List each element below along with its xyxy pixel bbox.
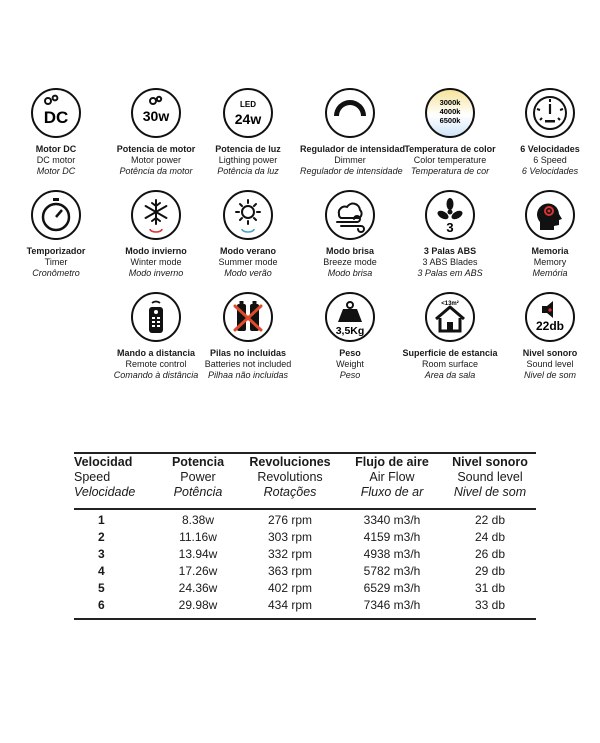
batteries-not-included-icon [223, 292, 273, 342]
header-es: Revoluciones [249, 455, 331, 469]
feature-name-en: Summer mode [218, 257, 278, 267]
cell-sound: 29 db [474, 564, 506, 578]
feature-name-pt: Modo verão [224, 268, 272, 278]
feature-name-en: 6 Speed [533, 155, 567, 165]
cell-speed: 5 [98, 581, 105, 595]
header-pt: Fluxo de ar [360, 485, 424, 499]
cell-sound: 26 db [474, 547, 506, 561]
sun-icon [223, 190, 273, 240]
table-header-rule [74, 508, 536, 510]
cell-airflow: 4938 m3/h [363, 547, 421, 561]
feature-name-es: Nivel sonoro [522, 348, 578, 358]
snowflake-icon [131, 190, 181, 240]
cell-speed: 4 [98, 564, 105, 578]
feature-name-es: Modo brisa [325, 246, 374, 256]
feature-memory [500, 190, 600, 279]
header-es: Flujo de aire [355, 455, 429, 469]
fan-blades-icon [425, 190, 475, 240]
feature-name-es: Modo verano [219, 246, 276, 256]
table-header-row [74, 455, 536, 500]
cell-power: 13.94w [178, 547, 218, 561]
blade-count: 3 [446, 220, 454, 235]
cell-speed: 2 [98, 530, 105, 544]
dc-motor-icon [31, 88, 81, 138]
feature-name-es: Potencia de motor [116, 144, 196, 154]
table-row [74, 529, 536, 546]
color-temperature-icon [425, 88, 475, 138]
area-glyph: <13m² [441, 301, 459, 307]
feature-name-en: DC motor [36, 155, 76, 165]
feature-name-pt: Modo brisa [327, 268, 373, 278]
table-top-rule [74, 452, 536, 454]
header-en: Sound level [457, 470, 523, 484]
breeze-icon [325, 190, 375, 240]
feature-dc-motor [6, 88, 106, 177]
feature-name-es: Peso [339, 348, 361, 358]
feature-name-pt: Memória [532, 268, 568, 278]
memory-head-icon [525, 190, 575, 240]
feature-motor-power [106, 88, 206, 177]
feature-name-en: Winter mode [130, 257, 182, 267]
header-es: Nivel sonoro [452, 455, 528, 469]
cell-power: 17.26w [178, 564, 218, 578]
light-power-glyph: 24w [234, 111, 262, 127]
feature-name-pt: 3 Palas em ABS [417, 268, 483, 278]
feature-name-pt: Regulador de intensidade [300, 166, 403, 176]
feature-name-pt: Cronômetro [32, 268, 80, 278]
header-en: Air Flow [369, 470, 415, 484]
table-body [74, 500, 536, 614]
header-en: Power [180, 470, 216, 484]
temp-4000: 4000k [439, 107, 461, 116]
header-revolutions [240, 455, 340, 500]
cell-airflow: 4159 m3/h [363, 530, 421, 544]
feature-name-pt: Potência da motor [119, 166, 193, 176]
feature-name-es: Regulador de intensidad [300, 144, 406, 154]
feature-name-es: Memoria [531, 246, 569, 256]
cell-sound: 22 db [474, 513, 506, 527]
header-pt: Nivel de som [453, 485, 527, 499]
header-power [156, 455, 240, 500]
feature-remote-control [106, 292, 206, 381]
feature-row [0, 292, 600, 394]
feature-name-es: 3 Palas ABS [423, 246, 477, 256]
sound-glyph: 22db [535, 319, 565, 333]
cell-rpm: 332 rpm [267, 547, 313, 561]
feature-name-en: Color temperature [413, 155, 487, 165]
header-pt: Rotações [263, 485, 317, 499]
feature-grid [0, 88, 600, 394]
feature-name-en: Memory [533, 257, 567, 267]
cell-rpm: 363 rpm [267, 564, 313, 578]
feature-name-es: Motor DC [35, 144, 77, 154]
cell-airflow: 5782 m3/h [363, 564, 421, 578]
feature-name-en: Sound level [526, 359, 574, 369]
table-row [74, 597, 536, 614]
feature-name-en: Motor power [130, 155, 182, 165]
feature-name-pt: Area da sala [424, 370, 476, 380]
cell-power: 29.98w [178, 598, 218, 612]
feature-name-es: Superficie de estancia [402, 348, 498, 358]
feature-winter-mode [106, 190, 206, 279]
feature-name-en: Breeze mode [323, 257, 377, 267]
feature-color-temperature [400, 88, 500, 177]
cell-airflow: 3340 m3/h [363, 513, 421, 527]
header-pt: Velocidade [74, 485, 136, 499]
speed-spec-table [74, 455, 536, 614]
feature-name-pt: Peso [339, 370, 361, 380]
cell-power: 11.16w [179, 530, 217, 544]
feature-name-es: 6 Velocidades [520, 144, 580, 154]
feature-row [0, 88, 600, 190]
remote-control-icon [131, 292, 181, 342]
header-pt: Potência [173, 485, 223, 499]
timer-icon [31, 190, 81, 240]
feature-name-en: Dimmer [334, 155, 366, 165]
feature-speeds [500, 88, 600, 177]
speed-gauge-icon [525, 88, 575, 138]
feature-name-en: Ligthing power [218, 155, 278, 165]
feature-name-pt: Nivel de som [523, 370, 577, 380]
feature-name-en: Batteries not included [204, 359, 292, 369]
weight-glyph: 3,5Kg [335, 325, 365, 337]
feature-name-es: Temperatura de color [404, 144, 496, 154]
feature-name-pt: Modo inverno [128, 268, 184, 278]
feature-light-power [198, 88, 298, 177]
feature-name-en: Room surface [421, 359, 479, 369]
feature-name-es: Modo invierno [125, 246, 187, 256]
table-row [74, 546, 536, 563]
feature-name-es: Pilas no incluidas [209, 348, 287, 358]
header-en: Speed [74, 470, 111, 484]
dc-glyph: DC [43, 108, 69, 127]
feature-breeze-mode [300, 190, 400, 279]
feature-dimmer [300, 88, 406, 177]
cell-speed: 6 [98, 598, 105, 612]
led-label: LED [240, 100, 256, 109]
led-power-icon [223, 88, 273, 138]
cell-sound: 33 db [474, 598, 506, 612]
header-en: Revolutions [257, 470, 323, 484]
cell-power: 24.36w [178, 581, 218, 595]
motor-power-glyph: 30w [142, 108, 170, 124]
feature-name-en: Weight [336, 359, 364, 369]
feature-weight [300, 292, 400, 381]
feature-name-en: Remote control [125, 359, 187, 369]
header-es: Velocidad [74, 455, 133, 469]
feature-timer [6, 190, 106, 279]
cell-rpm: 402 rpm [267, 581, 313, 595]
feature-name-es: Mando a distancia [116, 348, 196, 358]
feature-name-pt: Potência da luz [217, 166, 279, 176]
cell-rpm: 303 rpm [267, 530, 313, 544]
table-bottom-rule [74, 618, 536, 620]
feature-fan-blades [400, 190, 500, 279]
feature-name-en: Timer [44, 257, 68, 267]
feature-room-surface [400, 292, 500, 381]
cell-speed: 3 [98, 547, 105, 561]
cell-rpm: 434 rpm [267, 598, 313, 612]
cell-sound: 24 db [474, 530, 506, 544]
cell-rpm: 276 rpm [267, 513, 313, 527]
dimmer-icon [325, 88, 375, 138]
feature-name-es: Potencia de luz [215, 144, 281, 154]
feature-row [0, 190, 600, 292]
cell-sound: 31 db [474, 581, 506, 595]
sound-level-icon [525, 292, 575, 342]
house-area-icon [425, 292, 475, 342]
feature-sound-level [500, 292, 600, 381]
feature-name-en: 3 ABS Blades [422, 257, 478, 267]
temp-3000: 3000k [439, 98, 461, 107]
cell-power: 8.38w [181, 513, 215, 527]
header-air-flow [340, 455, 444, 500]
table-row [74, 580, 536, 597]
feature-name-pt: Pilhaa não incluidas [207, 370, 289, 380]
header-es: Potencia [171, 455, 225, 469]
cell-airflow: 7346 m3/h [363, 598, 421, 612]
feature-batteries [198, 292, 298, 381]
cell-speed: 1 [98, 513, 105, 527]
feature-name-pt: Temperatura de cor [410, 166, 490, 176]
feature-name-es: Temporizador [26, 246, 86, 256]
feature-name-pt: 6 Velocidades [521, 166, 579, 176]
feature-name-pt: Motor DC [36, 166, 76, 176]
cell-airflow: 6529 m3/h [363, 581, 421, 595]
table-row [74, 563, 536, 580]
motor-power-icon [131, 88, 181, 138]
temp-6500: 6500k [439, 116, 461, 125]
feature-name-pt: Comando à distância [113, 370, 199, 380]
header-sound-level [444, 455, 536, 500]
table-row [74, 512, 536, 529]
header-speed [74, 455, 156, 500]
weight-icon [325, 292, 375, 342]
feature-summer-mode [198, 190, 298, 279]
